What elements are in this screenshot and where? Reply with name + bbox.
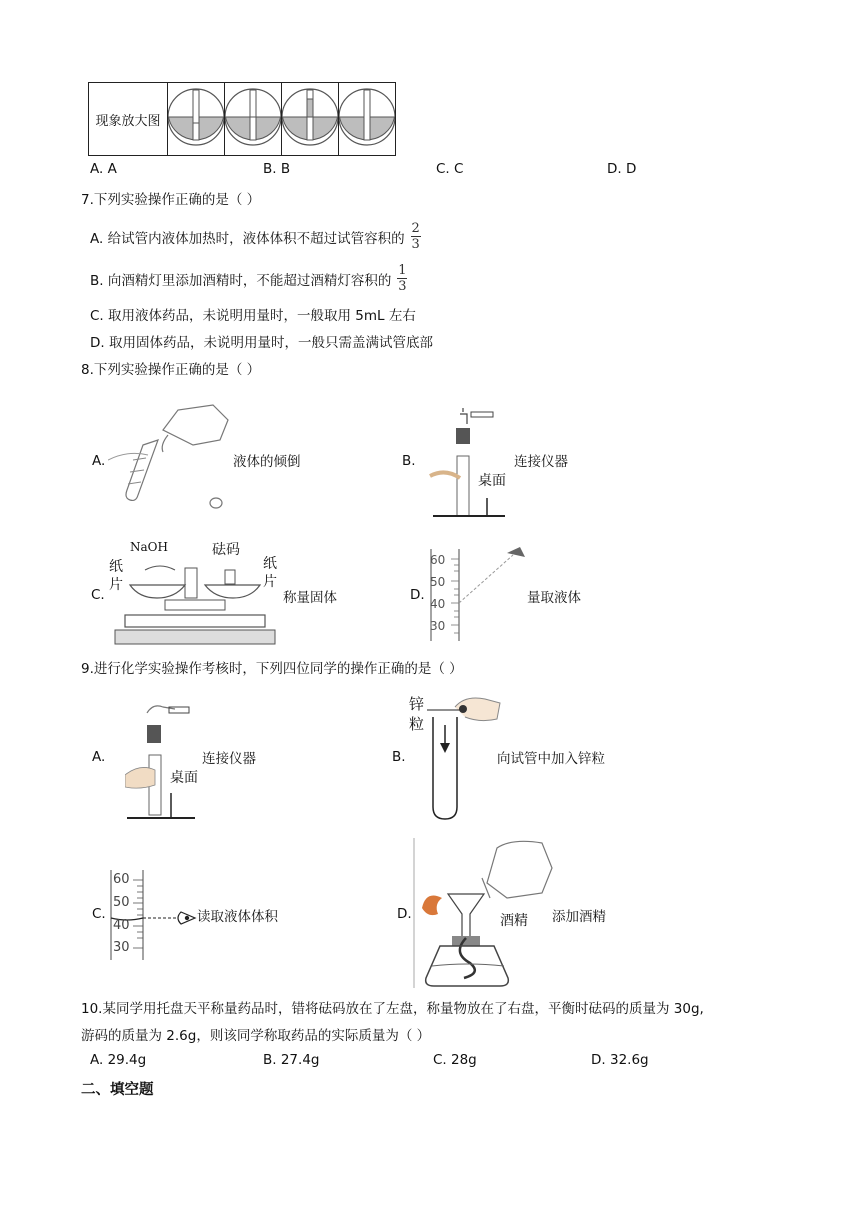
- q9-option-a-caption: 连接仪器: [202, 751, 256, 767]
- q10-option-a[interactable]: A. 29.4g: [90, 1052, 147, 1068]
- naoh-label: NaOH: [130, 540, 168, 554]
- q8-option-d-letter[interactable]: D.: [410, 587, 425, 603]
- q9-option-a-letter[interactable]: A.: [92, 749, 106, 765]
- paper-label: 纸: [109, 559, 123, 575]
- q7-option-b[interactable]: B. 向酒精灯里添加酒精时，不能超过酒精灯容积的 $\frac{1}{3}$: [90, 263, 407, 294]
- beaker-cell-b: [225, 83, 282, 156]
- adding-zinc-illustration: [425, 695, 505, 825]
- q8-option-c-letter[interactable]: C.: [91, 587, 105, 603]
- q8-stem: 8.下列实验操作正确的是（ ）: [81, 362, 261, 378]
- q8-option-d-caption: 量取液体: [527, 590, 581, 606]
- paper-label: 片: [109, 577, 123, 593]
- connecting-apparatus-illustration: [425, 408, 505, 523]
- q8-option-b-letter[interactable]: B.: [402, 453, 416, 469]
- connecting-apparatus-illustration: [125, 695, 205, 830]
- tick-label: 30: [113, 940, 130, 955]
- q9-option-d-letter[interactable]: D.: [397, 906, 412, 922]
- tick-label: 40: [113, 918, 130, 933]
- tick-label: 60: [430, 553, 446, 567]
- q6-option-b[interactable]: B. B: [263, 161, 291, 177]
- weight-label: 砝码: [212, 542, 240, 558]
- beaker-cell-c: [282, 83, 339, 156]
- q8-option-c-caption: 称量固体: [283, 590, 337, 606]
- q9-stem: 9.进行化学实验操作考核时，下列四位同学的操作正确的是（ ）: [81, 661, 463, 677]
- q7-option-c[interactable]: C. 取用液体药品，未说明用量时，一般取用 5mL 左右: [90, 308, 416, 324]
- q9-option-b-letter[interactable]: B.: [392, 749, 406, 765]
- balance-illustration: [105, 540, 280, 647]
- table-row-label: 现象放大图: [89, 83, 168, 156]
- adding-alcohol-illustration: [412, 838, 562, 990]
- q10-stem-line2: 游码的质量为 2.6g，则该同学称取药品的实际质量为（ ）: [81, 1028, 431, 1044]
- q10-option-c[interactable]: C. 28g: [433, 1052, 477, 1068]
- q6-option-d[interactable]: D. D: [607, 161, 637, 177]
- tick-label: 50: [430, 575, 446, 589]
- beaker-icon: [225, 83, 281, 151]
- q6-option-a[interactable]: A. A: [90, 161, 117, 177]
- q9-option-d-caption: 添加酒精: [552, 909, 606, 925]
- phenomenon-table: [88, 82, 396, 156]
- q6-option-c[interactable]: C. C: [436, 161, 464, 177]
- beaker-icon: [168, 83, 224, 151]
- tick-label: 40: [430, 597, 446, 611]
- beaker-icon: [339, 83, 395, 151]
- tick-label: 50: [113, 895, 130, 910]
- q7-option-d[interactable]: D. 取用固体药品，未说明用量时，一般只需盖满试管底部: [90, 335, 433, 351]
- beaker-cell-d: [339, 83, 396, 156]
- zinc-label: 粒: [409, 715, 425, 733]
- q10-option-d[interactable]: D. 32.6g: [591, 1052, 649, 1068]
- paper-label: 片: [263, 574, 277, 590]
- zinc-label: 锌: [409, 695, 425, 713]
- fraction: $\frac{1}{3}$: [398, 263, 407, 294]
- q9-option-b-caption: 向试管中加入锌粒: [497, 751, 605, 767]
- desk-label: 桌面: [478, 473, 506, 489]
- desk-label: 桌面: [170, 770, 198, 786]
- q8-option-a-letter[interactable]: A.: [92, 453, 106, 469]
- pouring-liquid-illustration: [108, 400, 233, 515]
- fraction: $\frac{2}{3}$: [411, 221, 420, 252]
- alcohol-label: 酒精: [500, 913, 528, 929]
- beaker-cell-a: [168, 83, 225, 156]
- paper-label: 纸: [263, 556, 277, 572]
- tick-label: 60: [113, 872, 130, 887]
- q7-stem: 7.下列实验操作正确的是（ ）: [81, 192, 261, 208]
- q8-option-b-caption: 连接仪器: [514, 454, 568, 470]
- section-title: 二、填空题: [81, 1082, 154, 1098]
- q10-option-b[interactable]: B. 27.4g: [263, 1052, 320, 1068]
- q9-option-c-letter[interactable]: C.: [92, 906, 106, 922]
- q9-option-c-caption: 读取液体体积: [197, 909, 278, 925]
- tick-label: 30: [430, 619, 446, 633]
- q10-stem-line1: 10.某同学用托盘天平称量药品时，错将砝码放在了左盘，称量物放在了右盘，平衡时砝码的质量为 30g,: [81, 1001, 704, 1017]
- beaker-icon: [282, 83, 338, 151]
- q8-option-a-caption: 液体的倾倒: [233, 454, 301, 470]
- q7-option-a[interactable]: A. 给试管内液体加热时，液体体积不超过试管容积的 $\frac{2}{3}$: [90, 221, 420, 252]
